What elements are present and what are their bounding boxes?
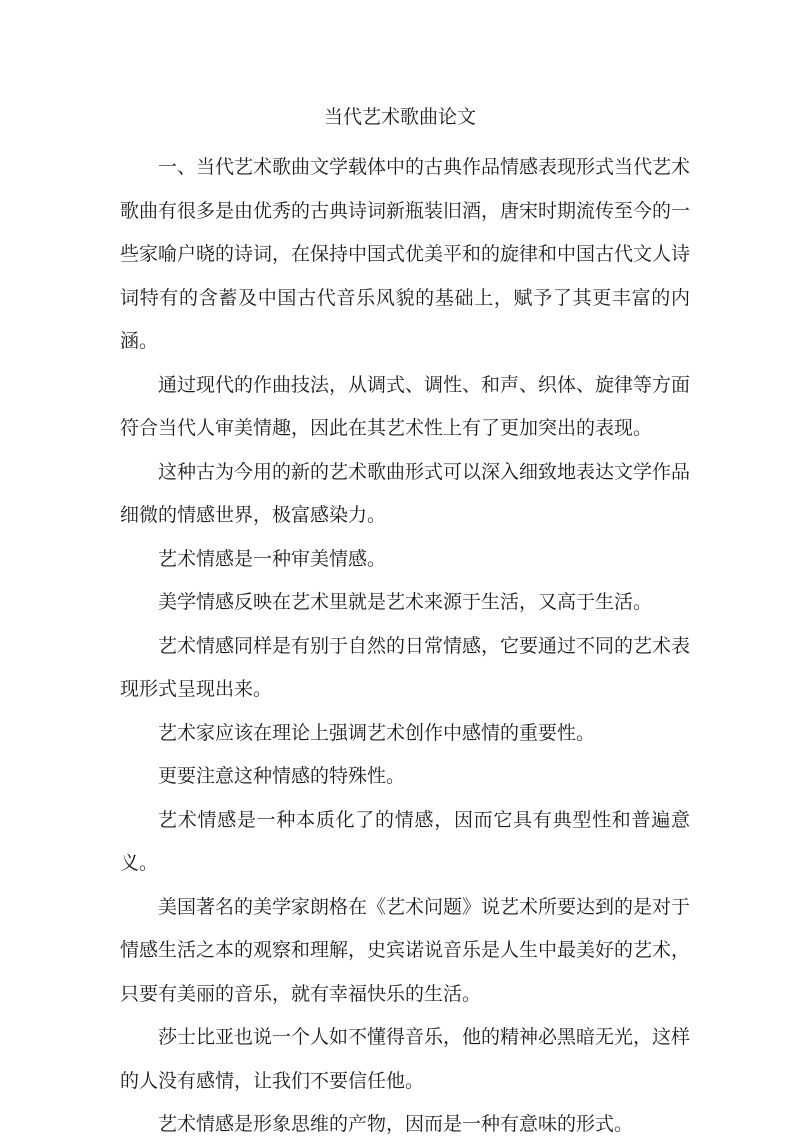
document-body bbox=[120, 146, 690, 1147]
paragraph: 艺术情感同样是有别于自然的日常情感，它要通过不同的艺术表现形式呈现出来。 bbox=[120, 634, 691, 700]
paragraph: 艺术情感是一种审美情感。 bbox=[158, 547, 387, 570]
paragraph: 美国著名的美学家朗格在《艺术问题》说艺术所要达到的是对于情感生活之本的观察和理解，史宾诺说音乐是人生中最美好的艺术，只要有美丽的音乐，就有幸福快乐的生活。 bbox=[120, 895, 691, 1005]
paragraph: 艺术情感是一种本质化了的情感，因而它具有典型性和普遍意义。 bbox=[120, 808, 690, 874]
paragraph: 更要注意这种情感的特殊性。 bbox=[158, 765, 406, 787]
paragraph: 一、当代艺术歌曲文学载体中的古典作品情感表现形式当代艺术歌曲有很多是由优秀的古典诗词新瓶装旧酒，唐宋时期流传至今的一些家喻户晓的诗词，在保持中国式优美平和的旋律和中国古代文人诗词特有的含蓄及中国古代音乐风貌的基础上，赋予了其更丰富的内涵。 bbox=[120, 156, 691, 352]
document-title: 当代艺术歌曲论文 bbox=[323, 106, 476, 128]
paragraph: 通过现代的作曲技法，从调式、调性、和声、织体、旋律等方面符合当代人审美情趣，因此在其艺术性上有了更加突出的表现。 bbox=[120, 373, 691, 439]
paragraph: 美学情感反映在艺术里就是艺术来源于生活，又高于生活。 bbox=[158, 591, 653, 613]
paragraph: 艺术情感是形象思维的产物，因而是一种有意味的形式。 bbox=[158, 1113, 634, 1135]
paragraph: 这种古为今用的新的艺术歌曲形式可以深入细致地表达文学作品细微的情感世界，极富感染力。 bbox=[120, 460, 691, 526]
paragraph: 艺术家应该在理论上强调艺术创作中感情的重要性。 bbox=[158, 721, 596, 744]
paragraph: 莎士比亚也说一个人如不懂得音乐，他的精神必黑暗无光，这样的人没有感情，让我们不要信任他。 bbox=[120, 1026, 691, 1092]
